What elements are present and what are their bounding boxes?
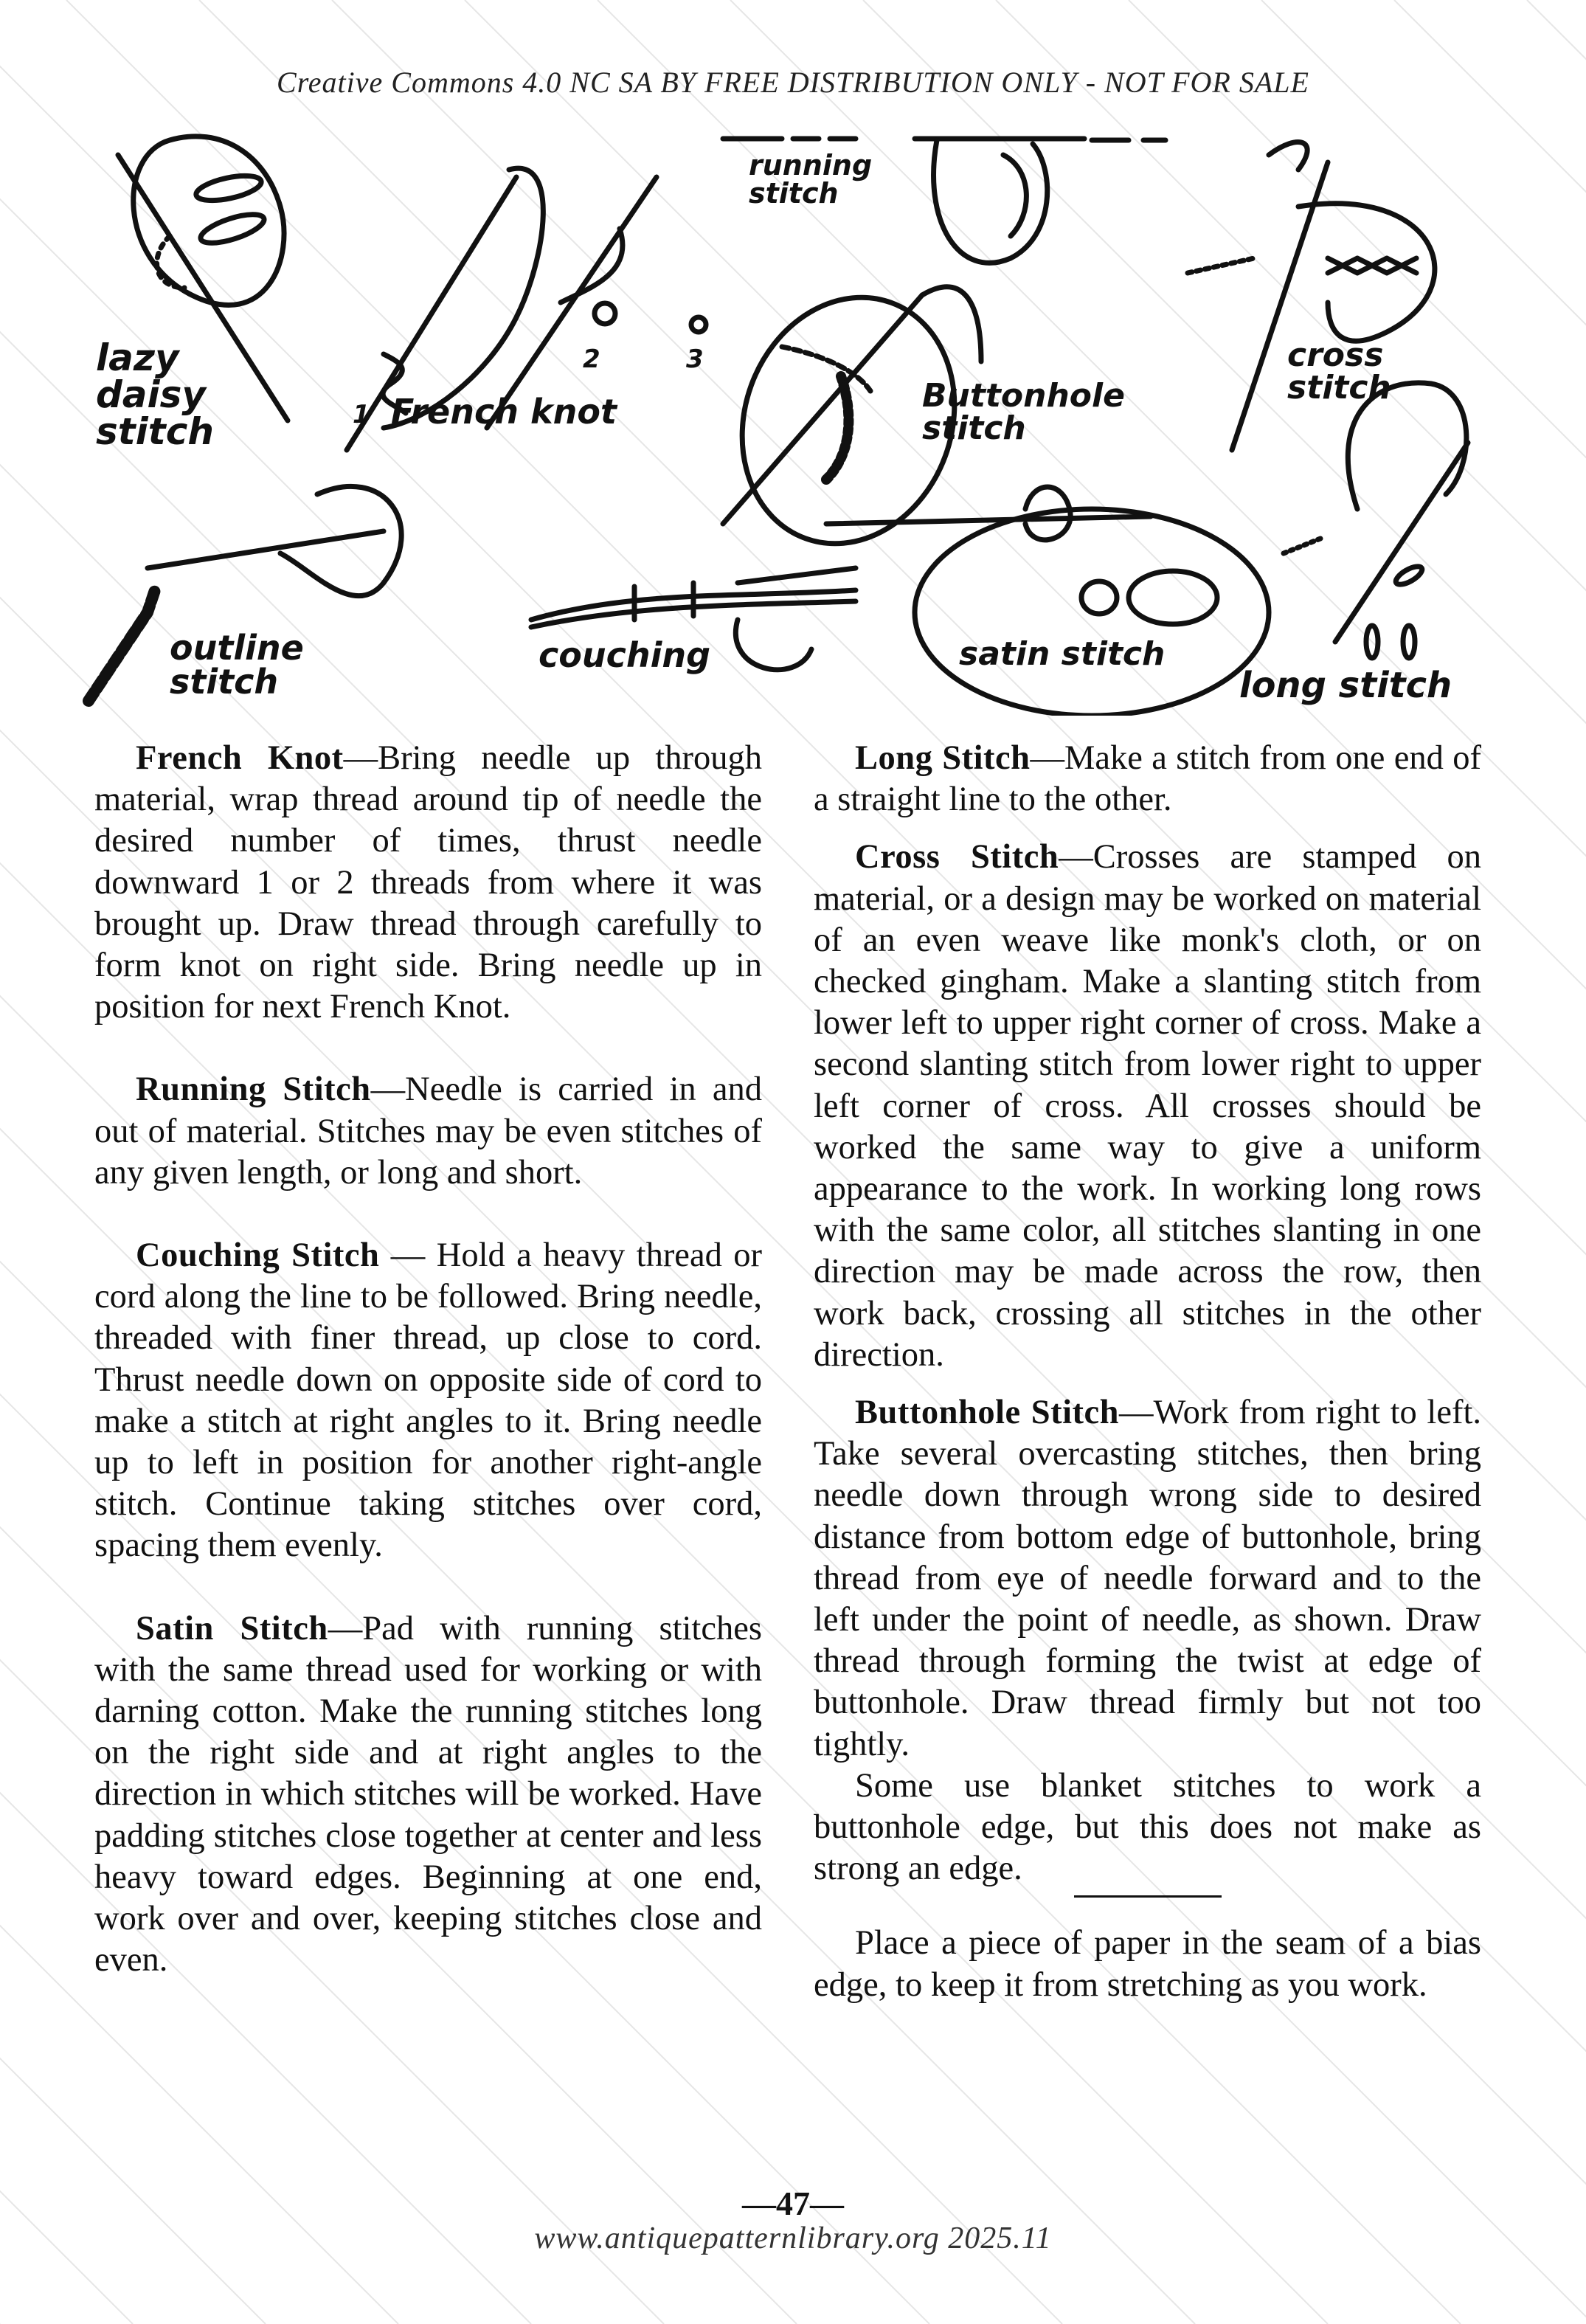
french-knot-paragraph — [94, 738, 762, 1028]
term-separator: — — [343, 739, 378, 777]
label-satin: satin stitch — [959, 635, 1166, 673]
long-stitch-term: Long Stitch — [855, 739, 1031, 777]
blanket-stitch-note: Some use blanket stitches to work a buttonhole edge, but this does not make as strong an edge. — [814, 1766, 1481, 1888]
label-french-step-3: 3 — [686, 345, 704, 374]
bias-edge-tip: Place a piece of paper in the seam of a bias edge, to keep it from stretching as you work. — [814, 1924, 1481, 2004]
satin-stitch-drawing — [826, 487, 1269, 716]
page-number: —47— — [742, 2185, 844, 2222]
label-french-step-2: 2 — [583, 345, 600, 374]
label-french-step-1: 1 — [353, 400, 370, 429]
long-stitch-text: Make a stitch from one end of a straight line to the other. — [814, 739, 1481, 819]
couching-stitch-term: Couching Stitch — [136, 1237, 380, 1275]
buttonhole-stitch-paragraph — [814, 1392, 1481, 1766]
buttonhole-stitch-text: Work from right to left. Take several overcasting stitches, then bring needle down through wrong side to desired distance from bottom edge of buttonhole, bring thread from eye of needle forward and to the left under the point of needle, as shown. Draw thread through forming the twist at edge of buttonhole. Draw thread firmly but not too tightly. — [814, 1394, 1481, 1763]
satin-stitch-term: Satin Stitch — [136, 1609, 328, 1647]
term-separator: — — [370, 1071, 406, 1109]
label-stitch: stitch — [96, 410, 214, 453]
label-outline — [170, 628, 304, 702]
couching-stitch-paragraph — [94, 1235, 762, 1567]
label-long: long stitch — [1239, 665, 1452, 706]
label-cross-word: cross — [1287, 336, 1384, 374]
satin-stitch-paragraph — [94, 1608, 762, 1982]
cross-stitch-term: Cross Stitch — [855, 838, 1059, 876]
label-outline-word: outline — [170, 628, 304, 668]
running-stitch-term: Running Stitch — [136, 1071, 371, 1109]
left-column — [94, 738, 762, 2022]
label-couching: couching — [539, 635, 711, 675]
section-divider — [1074, 1895, 1222, 1898]
label-lazy: lazy — [96, 336, 179, 379]
label-daisy: daisy — [96, 373, 207, 416]
long-stitch-drawing — [1284, 383, 1468, 658]
label-running — [749, 149, 873, 210]
label-lazy-daisy — [96, 336, 214, 453]
french-knot-term: French Knot — [136, 739, 344, 777]
right-column — [814, 738, 1481, 2047]
running-stitch-paragraph — [94, 1069, 762, 1194]
satin-stitch-text: Pad with running stitches with the same thread used for working or with darning cotton. Make the running stitches long on the right side and at right angles to the direction in which stitches will be worked. Have padding stitches close together at center and less heavy toward edges. Beginning at one end, work over and over, keeping stitches close and even. — [94, 1609, 762, 1979]
label-buttonhole-word: Buttonhole — [922, 377, 1125, 415]
term-separator: — — [1030, 739, 1065, 777]
license-header: Creative Commons 4.0 NC SA BY FREE DISTRIBUTION ONLY - NOT FOR SALE — [277, 66, 1309, 99]
label-cross — [1287, 336, 1391, 407]
footer-url: www.antiquepatternlibrary.org 2025.11 — [534, 2221, 1052, 2255]
buttonhole-stitch-term: Buttonhole Stitch — [855, 1394, 1119, 1432]
label-cross-stitch: stitch — [1287, 369, 1391, 407]
long-stitch-paragraph — [814, 738, 1481, 820]
watermark-line — [1527, 0, 1586, 2324]
label-buttonhole — [922, 377, 1125, 447]
cross-stitch-text: Crosses are stamped on material, or a design may be worked on material of an even weave like monk's cloth, or on checked gingham. Make a slanting stitch from lower left to upper right corner of cross. Make a second slanting stitch from lower right to upper left corner of cross. All crosses should be worked the same way to give a uniform appearance to the work. In working long rows with the same color, all stitches slanting in one direction may be made across the row, then work back, crossing all stitches in the other direction. — [814, 838, 1481, 1374]
label-buttonhole-stitch: stitch — [922, 409, 1026, 447]
running-stitch-text: Needle is carried in and out of material. Stitches may be even stitches of any given length, or long and short. — [94, 1071, 763, 1192]
term-separator: — — [328, 1609, 363, 1647]
term-separator: — — [1059, 838, 1093, 876]
term-separator: — — [379, 1237, 437, 1275]
cross-stitch-paragraph — [814, 837, 1481, 1376]
term-separator: — — [1118, 1394, 1154, 1432]
label-running-stitch: stitch — [749, 177, 839, 210]
label-french-knot: French knot — [391, 392, 617, 432]
french-knot-text: Bring needle up through material, wrap thread around tip of needle the desired number of times, thrust needle downward 1 or 2 threads from where it was brought up. Draw thread through carefully to form knot on right side. Bring needle up in position for next French Knot. — [94, 739, 762, 1026]
couching-stitch-text: Hold a heavy thread or cord along the line to be followed. Bring needle, threaded with finer thread, up close to cord. Thrust needle down on opposite side of cord to make a stitch at right angles to it. Bring needle up to left in position for another right-angle stitch. Continue taking stitches over cord, spacing them evenly. — [94, 1237, 762, 1565]
label-running-word: running — [749, 149, 873, 181]
stitch-illustrations — [74, 111, 1512, 716]
label-outline-stitch: stitch — [170, 662, 279, 702]
